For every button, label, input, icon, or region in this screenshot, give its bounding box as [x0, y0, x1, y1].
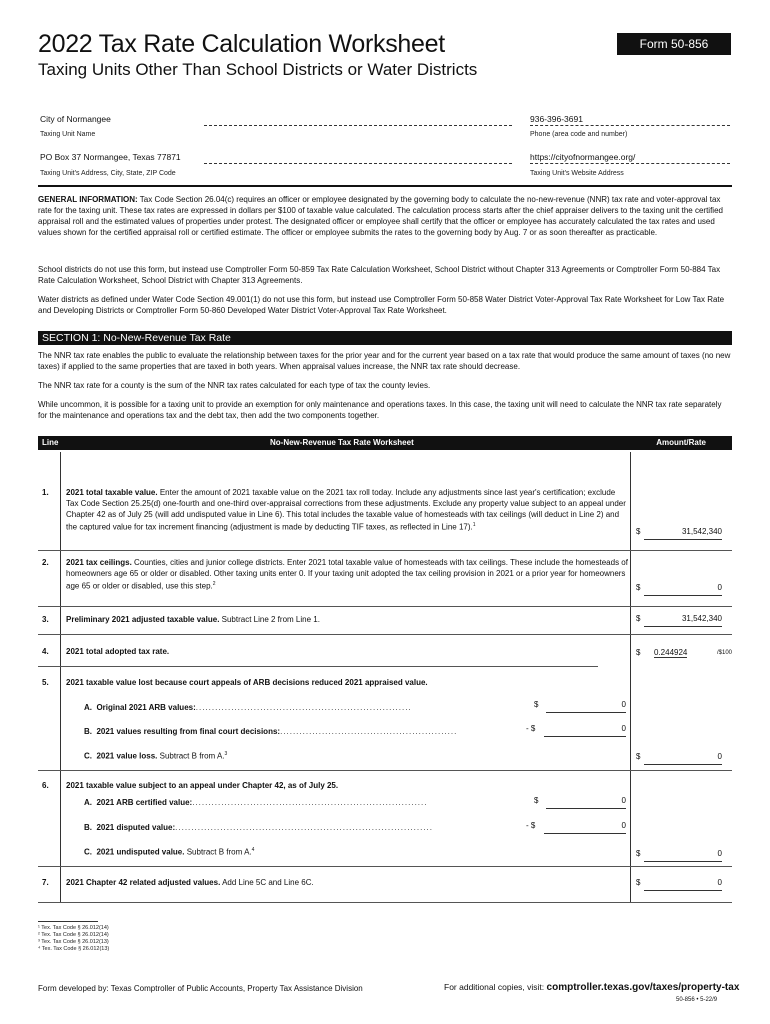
line-description: 2021 total adopted tax rate.: [66, 647, 170, 656]
row-divider: [38, 666, 598, 667]
line-5a-amount[interactable]: $ 0: [534, 700, 626, 711]
line-5c-amount[interactable]: $ 0: [636, 752, 722, 763]
line-3-amount[interactable]: $ 31,542,340: [636, 614, 722, 625]
address-line: [204, 163, 512, 164]
row-divider: [38, 606, 732, 607]
row-divider: [38, 902, 732, 903]
website-value: https://cityofnormangee.org/: [530, 152, 636, 162]
footer-copies: For additional copies, visit: comptroller.texas.gov/taxes/property-tax: [444, 982, 740, 993]
line-description: 2021 taxable value subject to an appeal under Chapter 42, as of July 25.: [66, 781, 339, 790]
footer-credit: Form developed by: Texas Comptroller of Public Accounts, Property Tax Assistance Division: [38, 984, 363, 993]
phone-value: 936-396-3691: [530, 114, 583, 124]
footnote-4: ⁴ Tex. Tax Code § 26.012(13): [38, 946, 110, 952]
line-number: 4.: [42, 647, 49, 656]
footnotes: [38, 925, 109, 953]
line-6a: A. 2021 ARB certified value:.........................................................................: [84, 798, 428, 807]
line-description: 2021 total taxable value. Enter the amount of 2021 taxable value on the 2021 tax roll today. Include any adjustments since last year's certification; exclude Tax Code Section 25.25(d) one-fourth and one-third over-appraisal corrections from these adjustments. Exclude any property value subject to an appeal under Chapter 42 as of July 25 (will add undisputed value in Line 6). This total includes the taxable value of homesteads with tax ceilings (will deduct in Line 2) and the captured value for tax increment financing (adjustment is made by deducting TIF taxes, as reflected in Line 17).$^1$: [66, 488, 626, 532]
school-district-note: School districts do not use this form, but instead use Comptroller Form 50-859 Tax Rate Calculation Worksheet, School District without Chapter 313 Agreements or Comptroller Form 50-884 Tax Rate Calculation Worksheet, School District with Chapter 313 Agreements.: [38, 265, 721, 285]
page-title: 2022 Tax Rate Calculation Worksheet: [38, 30, 445, 58]
row-divider: [38, 634, 732, 635]
line-description: 2021 taxable value lost because court appeals of ARB decisions reduced 2021 appraised value.: [66, 678, 428, 687]
website-line: [530, 163, 730, 164]
form-number-badge: Form 50-856: [617, 33, 731, 55]
line-number: 7.: [42, 878, 49, 887]
line-description: 2021 tax ceilings. Counties, cities and junior college districts. Enter 2021 total taxable value of homesteads with tax ceilings. These include the homesteads of homeowners age 65 or older or disabled. Other taxing units enter 0. If your taxing unit adopted the tax ceiling provision in 2021 or a prior year for homeowners age 65 or older or disabled, use this step.$^2$: [66, 558, 628, 591]
row-divider: [38, 550, 732, 551]
worksheet-header: [38, 436, 732, 450]
general-information: GENERAL INFORMATION: Tax Code Section 26.04(c) requires an officer or employee designated by the governing body to calculate the no-new-revenue (NNR) tax rate and voter-approval tax rate for the taxing unit. These tax rates are expressed in dollars per $100 of taxable value calculated. The calculation process starts after the chief appraiser delivers to the taxing unit the certified appraisal roll and the estimated values of properties under protest. The designated officer or employee shall certify that the officer or employee has accurately calculated the tax rates and used values shown for the certified appraisal roll or certified estimate. The officer or employee submits the rates to the governing body by Aug. 7 or as soon thereafter as practicable.: [38, 195, 723, 237]
line-5c: C. 2021 value loss. Subtract B from A.$^3$: [84, 751, 228, 761]
line-6c: C. 2021 undisputed value. Subtract B from A.$^4$: [84, 847, 255, 857]
col-title-header: No-New-Revenue Tax Rate Worksheet: [270, 438, 414, 447]
address-value: PO Box 37 Normangee, Texas 77871: [40, 152, 181, 162]
line-5b-amount[interactable]: - $ 0: [526, 724, 626, 735]
col-amount-header: Amount/Rate: [656, 438, 706, 447]
line-6c-amount[interactable]: $ 0: [636, 849, 722, 860]
line-description: Preliminary 2021 adjusted taxable value. Subtract Line 2 from Line 1.: [66, 615, 320, 624]
line-6b-amount[interactable]: - $ 0: [526, 821, 626, 832]
amount-column-divider: [630, 452, 631, 902]
line-description: 2021 Chapter 42 related adjusted values. Add Line 5C and Line 6C.: [66, 878, 314, 887]
line-number: 6.: [42, 781, 49, 790]
unit-name-line: [204, 125, 512, 126]
section1-header: SECTION 1: No-New-Revenue Tax Rate: [38, 331, 732, 345]
footnote-3: ³ Tex. Tax Code § 26.012(13): [38, 939, 109, 945]
line-5b: B. 2021 values resulting from final court decisions:.......................................................: [84, 727, 458, 736]
line-number: 5.: [42, 678, 49, 687]
line-number: 2.: [42, 558, 49, 567]
col-line-header: Line: [42, 438, 59, 447]
row-divider: [38, 770, 732, 771]
section1-paragraph-1: The NNR tax rate enables the public to evaluate the relationship between taxes for the prior year and for the current year based on a tax rate that would produce the same amount of taxes (no new taxes) if applied to the same properties that are taxed in both years. When appraisal values increase, the NNR tax rate should decrease.: [38, 351, 731, 371]
footnote-rule: [38, 921, 98, 922]
form-revision-code: 50-856 • 5-22/9: [676, 997, 718, 1003]
section1-paragraph-2: The NNR tax rate for a county is the sum of the NNR tax rates calculated for each type of tax the county levies.: [38, 381, 431, 390]
comptroller-link[interactable]: comptroller.texas.gov/taxes/property-tax: [546, 982, 740, 993]
line-6b: B. 2021 disputed value:................................................................................: [84, 823, 433, 832]
line-5a: A. Original 2021 ARB values:...................................................................: [84, 703, 412, 712]
line-1-amount[interactable]: $ 31,542,340: [636, 527, 722, 538]
footnote-2: ² Tex. Tax Code § 26.012(14): [38, 932, 109, 938]
line-number: 1.: [42, 488, 49, 497]
unit-name-label: Taxing Unit Name: [40, 131, 96, 138]
line-4-rate[interactable]: $ 0.244924 /$100: [636, 648, 732, 657]
line-number-divider: [60, 452, 61, 902]
website-label: Taxing Unit's Website Address: [530, 170, 624, 177]
line-2-amount[interactable]: $ 0: [636, 583, 722, 594]
row-divider: [38, 866, 732, 867]
phone-label: Phone (area code and number): [530, 131, 628, 138]
line-6a-amount[interactable]: $ 0: [534, 796, 626, 807]
address-label: Taxing Unit's Address, City, State, ZIP Code: [40, 170, 176, 177]
water-district-note: Water districts as defined under Water Code Section 49.001(1) do not use this form, but instead use Comptroller Form 50-858 Water District Voter-Approval Tax Rate Worksheet for Low Tax Rate and Developing Districts or Comptroller Form 50-860 Developed Water District Voter-Approval Tax Rate Worksheet.: [38, 295, 725, 315]
line-7-amount[interactable]: $ 0: [636, 878, 722, 889]
unit-name-value: City of Normangee: [40, 114, 111, 124]
page-subtitle: Taxing Units Other Than School Districts or Water Districts: [38, 60, 478, 79]
header-divider: [38, 185, 732, 187]
section1-paragraph-3: While uncommon, it is possible for a taxing unit to provide an exemption for only maintenance and operations taxes. In this case, the taxing unit will need to calculate the NNR tax rate separately for the maintenance and operations tax and the debt tax, then add the two components together.: [38, 400, 722, 420]
line-number: 3.: [42, 615, 49, 624]
footnote-1: ¹ Tex. Tax Code § 26.012(14): [38, 925, 109, 931]
phone-line: [530, 125, 730, 126]
